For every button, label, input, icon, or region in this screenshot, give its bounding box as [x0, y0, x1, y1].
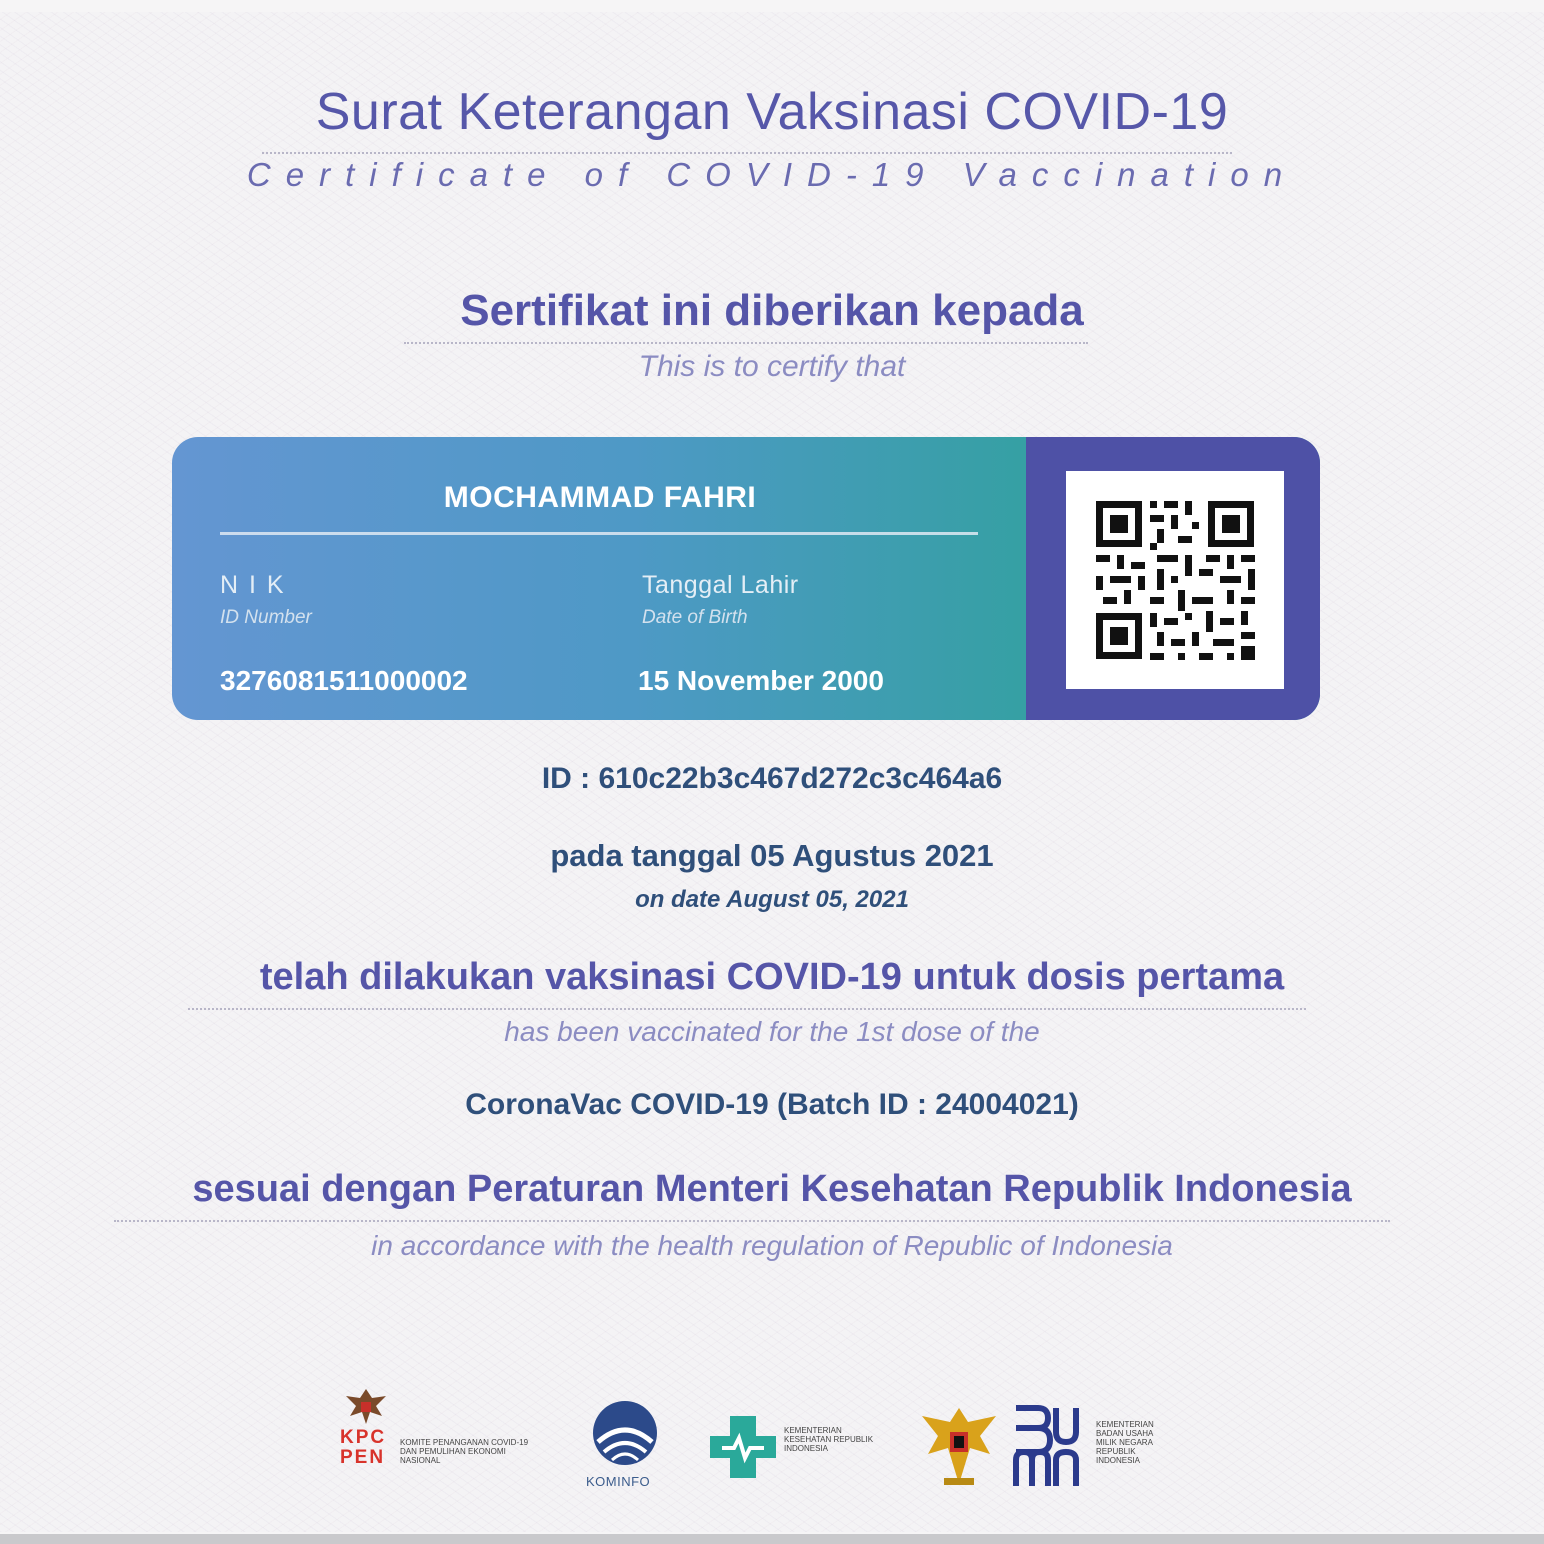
kemenkes-text: KEMENTERIAN KESEHATAN REPUBLIK INDONESIA [784, 1426, 874, 1453]
kpcpen-bottom: PEN [340, 1447, 386, 1468]
regulation-statement: sesuai dengan Peraturan Menteri Kesehatan Republik Indonesia [192, 1168, 1352, 1210]
vaccination-date: pada tanggal 05 Agustus 2021 [550, 838, 994, 873]
bumn-logo [1012, 1404, 1162, 1490]
dose-statement: telah dilakukan vaksinasi COVID-19 untuk dosis pertama [259, 956, 1285, 998]
kpcpen-logo [340, 1386, 550, 1486]
garuda-pancasila-icon [914, 1402, 1004, 1492]
nik-sublabel: ID Number [220, 607, 312, 628]
kominfo-icon [590, 1398, 660, 1468]
certificate-id: ID : 610c22b3c467d272c3c464a6 [541, 762, 1003, 795]
vaccination-date-en: on date August 05, 2021 [635, 886, 909, 913]
dose-divider [188, 1008, 1306, 1010]
bumn-text: KEMENTERIAN BADAN USAHA MILIK NEGARA REPUBLIK INDONESIA [1096, 1420, 1154, 1465]
certificate-subtitle: Certificate of COVID-19 Vaccination [246, 156, 1298, 193]
given-to-heading: Sertifikat ini diberikan kepada [460, 286, 1084, 335]
regulation-divider [114, 1220, 1390, 1222]
bumn-icon [1012, 1404, 1082, 1488]
vaccine-info: CoronaVac COVID-19 (Batch ID : 24004021) [465, 1088, 1079, 1121]
certificate-title: Surat Keterangan Vaksinasi COVID-19 [315, 83, 1229, 141]
garuda-logo [914, 1402, 1004, 1492]
title-divider [262, 152, 1232, 154]
bottom-border [0, 1534, 1544, 1544]
given-divider [404, 342, 1088, 344]
identity-card [172, 437, 1320, 720]
holder-name: MOCHAMMAD FAHRI [443, 481, 757, 514]
regulation-statement-en: in accordance with the health regulation of Republic of Indonesia [371, 1230, 1173, 1261]
kemenkes-icon [708, 1414, 778, 1480]
qr-code[interactable] [1066, 471, 1284, 689]
kpcpen-text: KOMITE PENANGANAN COVID-19 DAN PEMULIHAN EKONOMI NASIONAL [400, 1438, 529, 1465]
qr-panel [1026, 437, 1320, 720]
dob-sublabel: Date of Birth [642, 607, 748, 628]
dob-label: Tanggal Lahir [642, 571, 799, 599]
kemenkes-logo [706, 1414, 876, 1484]
qr-code-icon [1066, 471, 1284, 689]
garuda-icon [342, 1386, 390, 1426]
nik-value: 3276081511000002 [220, 665, 468, 696]
dose-statement-en: has been vaccinated for the 1st dose of the [504, 1016, 1040, 1047]
dob-value: 15 November 2000 [638, 665, 884, 696]
given-to-subheading: This is to certify that [638, 350, 906, 383]
kominfo-logo [582, 1398, 672, 1498]
name-underline [220, 532, 978, 535]
kpcpen-top: KPC [340, 1427, 387, 1448]
nik-label: N I K [220, 571, 286, 599]
kominfo-text: KOMINFO [586, 1474, 651, 1489]
